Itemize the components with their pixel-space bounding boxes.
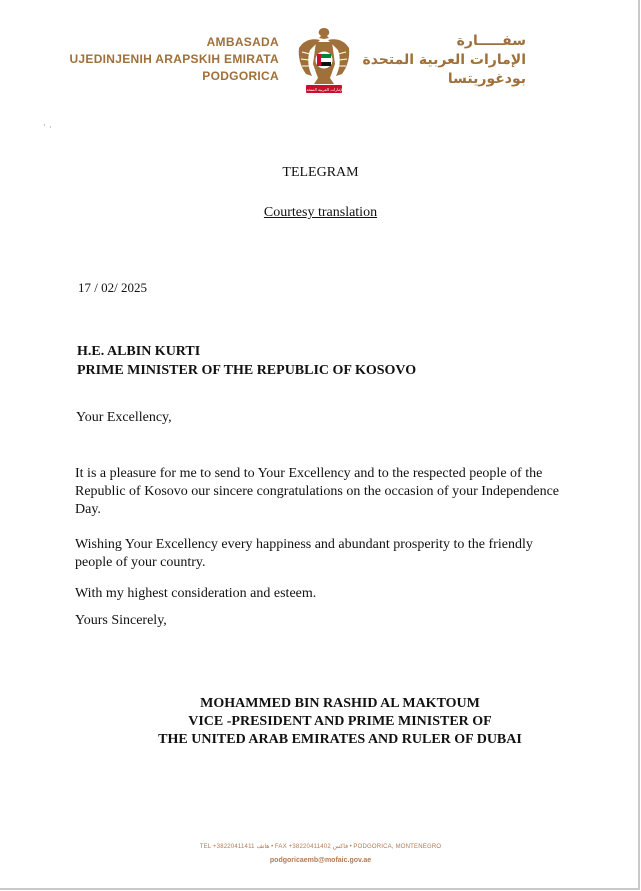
document-subtitle: [0, 205, 641, 221]
document-title: TELEGRAM: [282, 165, 359, 180]
letterhead-latin-line: AMBASADA: [206, 35, 279, 49]
addressee-line: H.E. ALBIN KURTI: [77, 344, 201, 359]
letterhead-latin-line: PODGORICA: [202, 69, 279, 83]
emblem-banner-text: الإمارات العربية المتحدة: [304, 87, 344, 92]
letterhead-latin: [69, 34, 279, 85]
signature-block: [60, 695, 620, 749]
letterhead-arabic-line: سفـــــارة: [456, 33, 526, 49]
salutation: Your Excellency,: [76, 410, 172, 425]
signature-line: MOHAMMED BIN RASHID AL MAKTOUM: [200, 696, 480, 711]
scan-speck: ·: [49, 123, 52, 132]
body-paragraph: It is a pleasure for me to send to Your Excellency and to the respected people of the Republic of Kosovo our sincere congratulations on the occasion of your Independence Day.: [75, 466, 560, 517]
footer-contact: TEL +38220411411 هاتف • FAX +38220411402 فاكس • PODGORICA, MONTENEGRO: [199, 844, 442, 850]
uae-falcon-emblem-icon: [294, 24, 354, 96]
addressee-line: PRIME MINISTER OF THE REPUBLIC OF KOSOVO: [77, 363, 417, 378]
body-paragraph: Wishing Your Excellency every happiness and abundant prosperity to the friendly people of your country.: [75, 537, 533, 570]
letterhead-arabic: [362, 32, 526, 89]
letterhead-latin-line: UJEDINJENIH ARAPSKIH EMIRATA: [69, 52, 279, 66]
document-date: 17 / 02/ 2025: [78, 280, 147, 295]
body-paragraph: With my highest consideration and esteem.: [75, 586, 317, 601]
scan-speck: ·: [43, 121, 46, 130]
courtesy-translation-label: Courtesy translation: [263, 205, 378, 220]
signature-line: VICE -PRESIDENT AND PRIME MINISTER OF: [188, 714, 492, 729]
signature-line: THE UNITED ARAB EMIRATES AND RULER OF DUBAI: [158, 732, 522, 747]
closing-line: Yours Sincerely,: [75, 613, 167, 628]
addressee-block: [77, 342, 416, 380]
letterhead-arabic-line: بودغوريتسا: [447, 71, 526, 87]
footer-email: podgoricaemb@mofaic.gov.ae: [269, 857, 372, 864]
letterhead-arabic-line: الإمارات العربية المتحدة: [362, 52, 526, 68]
